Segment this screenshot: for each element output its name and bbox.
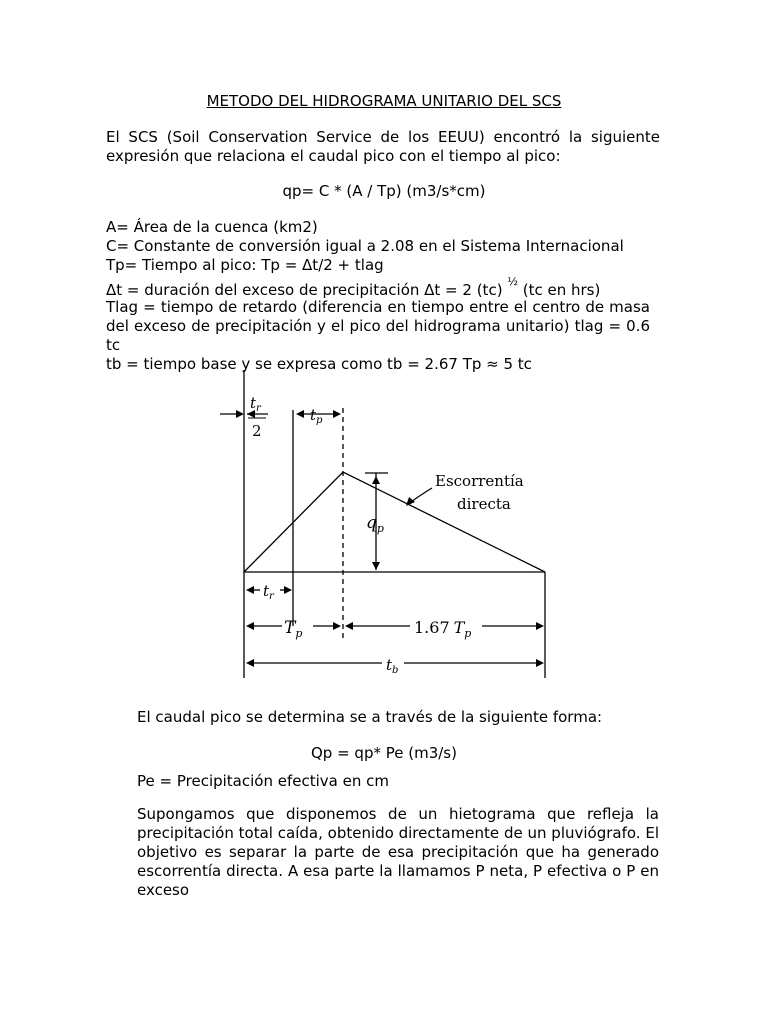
definition-tlag: Tlag = tiempo de retardo (diferencia en tiempo entre el centro de masa del exceso de precipitación y el pico del hidrograma unitario) tlag = 0.6 tc [106,298,650,354]
closing-paragraph: Supongamos que disponemos de un hietograma que refleja la precipitación total caída, obtenido directamente de un pluviógrafo. El objetivo es separar la parte de esa precipitación que ha generado escorrentía directa. A esa parte la llamamos P neta, P efectiva o P en exceso [137,805,659,899]
label-Tp: $T_p$ [284,618,303,640]
unit-hydrograph-diagram [210,370,560,682]
formula-qp: qp= C * (A / Tp) (m3/s*cm) [282,182,486,200]
arrowhead [246,622,254,630]
caudal-intro: El caudal pico se determina se a través de la siguiente forma: [137,708,603,726]
arrowhead [284,586,292,594]
arrowhead [536,659,544,667]
arrowhead [236,410,244,418]
label-runoff-line1: Escorrentía [435,472,524,490]
arrowhead [246,586,254,594]
label-tb: $t_b$ [386,656,399,676]
page-title: METODO DEL HIDROGRAMA UNITARIO DEL SCS [206,92,562,110]
label-tr-denominator: 2 [252,422,262,440]
definition-Tp: Tp= Tiempo al pico: Tp = Δt/2 + tlag [106,256,384,274]
definition-C: C= Constante de conversión igual a 2.08 en el Sistema Internacional [106,237,624,255]
arrowhead [246,659,254,667]
formula-Qp: Qp = qp* Pe (m3/s) [311,744,457,762]
arrowhead [536,622,544,630]
arrowhead [345,622,353,630]
definition-tb: tb = tiempo base y se expresa como tb = 2.67 Tp ≈ 5 tc [106,355,532,373]
intro-paragraph: El SCS (Soil Conservation Service de los EEUU) encontró la siguiente expresión que relaciona el caudal pico con el tiempo al pico: [106,128,660,165]
definition-delta-t-main: Δt = duración del exceso de precipitación Δt = 2 (tc) [106,281,508,299]
label-qp: $q_p$ [366,513,384,535]
arrowhead [333,622,341,630]
arrowhead [333,410,341,418]
label-tr-numerator: $t_r$ [250,394,261,414]
label-runoff-line2: directa [457,495,511,513]
label-167Tp: 1.67 $T_p$ [414,618,472,640]
arrowhead [372,562,380,570]
label-tp-top: $t_p$ [310,406,323,426]
definition-Pe: Pe = Precipitación efectiva en cm [137,772,389,790]
arrowhead [406,497,415,506]
definition-A: A= Área de la cuenca (km2) [106,218,318,236]
definition-delta-t [106,275,601,299]
label-tr-bottom: $t_r$ [263,582,274,602]
arrowhead [372,476,380,484]
definition-delta-t-units: (tc en hrs) [517,281,601,299]
arrowhead [296,410,304,418]
half-exponent: ½ [507,275,518,288]
